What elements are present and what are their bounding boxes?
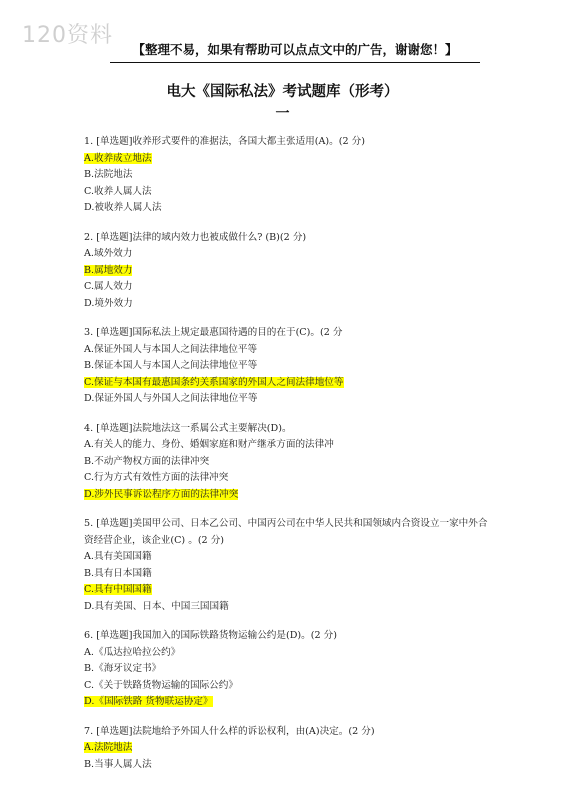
option-text: B.保证本国人与本国人之间法律地位平等 (84, 360, 258, 371)
option-b (84, 454, 494, 471)
option-d (84, 296, 494, 313)
option-text: B.当事人属人法 (84, 758, 152, 770)
option-a (84, 246, 494, 263)
question-item (84, 724, 494, 774)
question-item (84, 516, 494, 615)
option-text: D.被收养人属人法 (84, 202, 162, 213)
option-text: C.属人效力 (84, 281, 133, 292)
option-a (84, 437, 494, 454)
option-b (84, 358, 494, 375)
option-b (84, 263, 494, 280)
option-b (84, 167, 494, 184)
option-c (84, 184, 494, 201)
question-stem: 6. [单选题]我国加入的国际铁路货物运输公约是(D)。(2 分) (84, 630, 337, 641)
option-d (84, 599, 494, 616)
ad-banner-notice: 【整理不易，如果有帮助可以点点文中的广告，谢谢您！】 (110, 40, 480, 63)
option-text: D.保证外国人与外国人之间法律地位平等 (84, 393, 258, 404)
option-text: C.行为方式有效性方面的法律冲突 (84, 472, 229, 483)
question-stem: 3. [单选题]国际私法上规定最惠国待遇的目的在于(C)。(2 分 (84, 327, 343, 338)
option-a (84, 151, 494, 168)
option-a (84, 342, 494, 359)
question-item (84, 230, 494, 313)
option-text: A.有关人的能力、身份、婚姻家庭和财产继承方面的法律冲 (84, 439, 334, 450)
option-text: B.具有日本国籍 (84, 567, 152, 579)
option-text: B.法院地法 (84, 169, 133, 180)
option-d (84, 694, 494, 711)
option-c (84, 279, 494, 296)
question-item (84, 421, 494, 504)
option-text: C.收养人属人法 (84, 185, 152, 197)
question-stem: 1. [单选题]收养形式要件的准据法，各国大都主张适用(A)。(2 分) (84, 136, 365, 147)
option-text: D.涉外民事诉讼程序方面的法律冲突 (84, 488, 239, 500)
option-text: D.境外效力 (84, 297, 133, 309)
option-text: A.《瓜达拉哈拉公约》 (84, 646, 181, 658)
option-text: A.收养成立地法 (84, 152, 152, 164)
question-stem: 7. [单选题]法院地给予外国人什么样的诉讼权利，由(A)决定。(2 分) (84, 725, 375, 737)
option-b (84, 757, 494, 774)
question-stem: 5. [单选题]美国甲公司、日本乙公司、中国丙公司在中华人民共和国领域内合资设立一家中外合资经营企业，该企业(C) 。(2 分) (84, 518, 488, 546)
option-text: D.具有美国、日本、中国三国国籍 (84, 600, 229, 612)
option-c (84, 582, 494, 599)
question-stem: 2. [单选题]法律的域内效力也被成做什么? (B)(2 分) (84, 231, 307, 243)
option-d (84, 200, 494, 217)
option-c (84, 470, 494, 487)
option-a (84, 645, 494, 662)
question-item (84, 134, 494, 217)
question-stem: 4. [单选题]法院地法这一系属公式主要解决(D)。 (84, 422, 292, 434)
option-text: A.具有美国国籍 (84, 551, 152, 562)
option-a (84, 549, 494, 566)
option-c (84, 375, 494, 392)
option-b (84, 661, 494, 678)
option-b (84, 566, 494, 583)
watermark: 120资料 (22, 23, 113, 48)
question-item (84, 628, 494, 711)
option-d (84, 391, 494, 408)
question-list (84, 134, 494, 786)
option-text: B.不动产物权方面的法律冲突 (84, 455, 210, 467)
option-c (84, 678, 494, 695)
option-d (84, 487, 494, 504)
option-text: A.域外效力 (84, 248, 133, 259)
option-text: A.保证外国人与本国人之间法律地位平等 (84, 343, 258, 355)
section-heading: 一 (275, 106, 290, 122)
option-text: C.保证与本国有最惠国条约关系国家的外国人之间法律地位等 (84, 376, 344, 388)
option-text: B.《海牙议定书》 (84, 663, 162, 674)
option-text: D.《国际铁路 货物联运协定》 (84, 696, 213, 707)
option-text: C.具有中国国籍 (84, 584, 152, 595)
option-text: C.《关于铁路货物运输的国际公约》 (84, 679, 238, 691)
option-text: B.属地效力 (84, 264, 133, 276)
option-a (84, 740, 494, 757)
option-text: A.法院地法 (84, 742, 133, 753)
page-title: 电大《国际私法》考试题库（形考） (166, 83, 399, 100)
question-item (84, 325, 494, 408)
